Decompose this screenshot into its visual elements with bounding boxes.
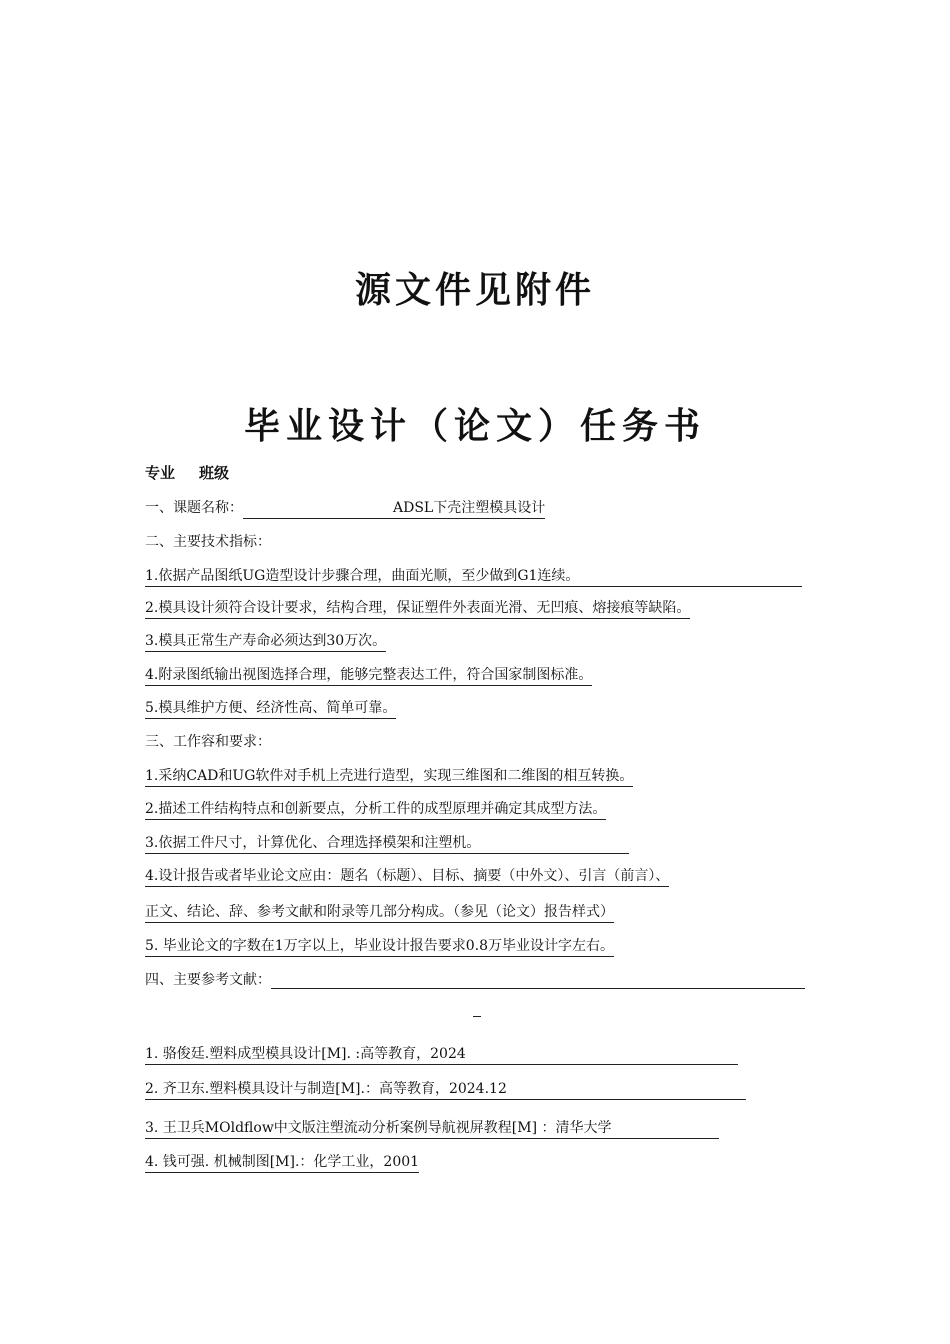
section3-heading: 三、工作容和要求： — [145, 734, 271, 750]
work-item-5: 5. 毕业论文的字数在1万字以上，毕业设计报告要求0.8万毕业设计字左右。 — [145, 937, 614, 957]
class-label: 班级 — [199, 464, 230, 482]
work-item-1: 1.采纳CAD和UG软件对手机上壳进行造型，实现三维图和二维图的相互转换。 — [145, 767, 633, 787]
work-item-2: 2.描述工件结构特点和创新要点，分析工件的成型原理并确定其成型方法。 — [145, 800, 606, 820]
section2-heading: 二、主要技术指标： — [145, 534, 271, 550]
major-label: 专业 — [145, 464, 176, 482]
work-item-3: 3.依据工件尺寸，计算优化、合理选择模架和注塑机。 — [145, 834, 629, 854]
stray-dash — [473, 1016, 481, 1017]
reference-item-1: 1. 骆俊廷.塑料成型模具设计[M]. :高等教育，2024 — [145, 1045, 738, 1065]
references-blank-line — [271, 973, 805, 989]
work-item-4: 4.设计报告或者毕业论文应由：题名（标题）、目标、摘要（中外文）、引言（前言）、 — [145, 867, 669, 887]
work-item-4-cont: 正文、结论、辞、参考文献和附录等几部分构成。（参见（论文）报告样式） — [145, 903, 614, 923]
document-title: 毕业设计（论文）任务书 — [243, 406, 706, 447]
major-class-row — [145, 464, 229, 482]
source-note-heading: 源文件见附件 — [354, 270, 595, 311]
references-heading-row — [145, 971, 805, 989]
topic-value: ADSL下壳注塑模具设计 — [243, 499, 545, 519]
tech-spec-item-2: 2.模具设计须符合设计要求，结构合理，保证塑件外表面光滑、无凹痕、熔接痕等缺陷。 — [145, 599, 690, 619]
reference-item-2: 2. 齐卫东.塑料模具设计与制造[M].：高等教育，2024.12 — [145, 1080, 746, 1100]
topic-label: 一、课题名称： — [145, 500, 243, 516]
tech-spec-item-5: 5.模具维护方便、经济性高、简单可靠。 — [145, 699, 396, 719]
tech-spec-item-3: 3.模具正常生产寿命必须达到30万次。 — [145, 632, 386, 652]
reference-item-3: 3. 王卫兵MOldflow中文版注塑流动分析案例导航视屏教程[M] ：清华大学 — [145, 1119, 719, 1139]
references-label: 四、主要参考文献： — [145, 972, 271, 988]
topic-row — [145, 499, 545, 519]
tech-spec-item-4: 4.附录图纸输出视图选择合理，能够完整表达工件，符合国家制图标准。 — [145, 666, 592, 686]
reference-item-4: 4. 钱可强. 机械制图[M].：化学工业，2001 — [145, 1153, 419, 1173]
tech-spec-item-1: 1.依据产品图纸UG造型设计步骤合理，曲面光顺，至少做到G1连续。 — [145, 567, 802, 587]
